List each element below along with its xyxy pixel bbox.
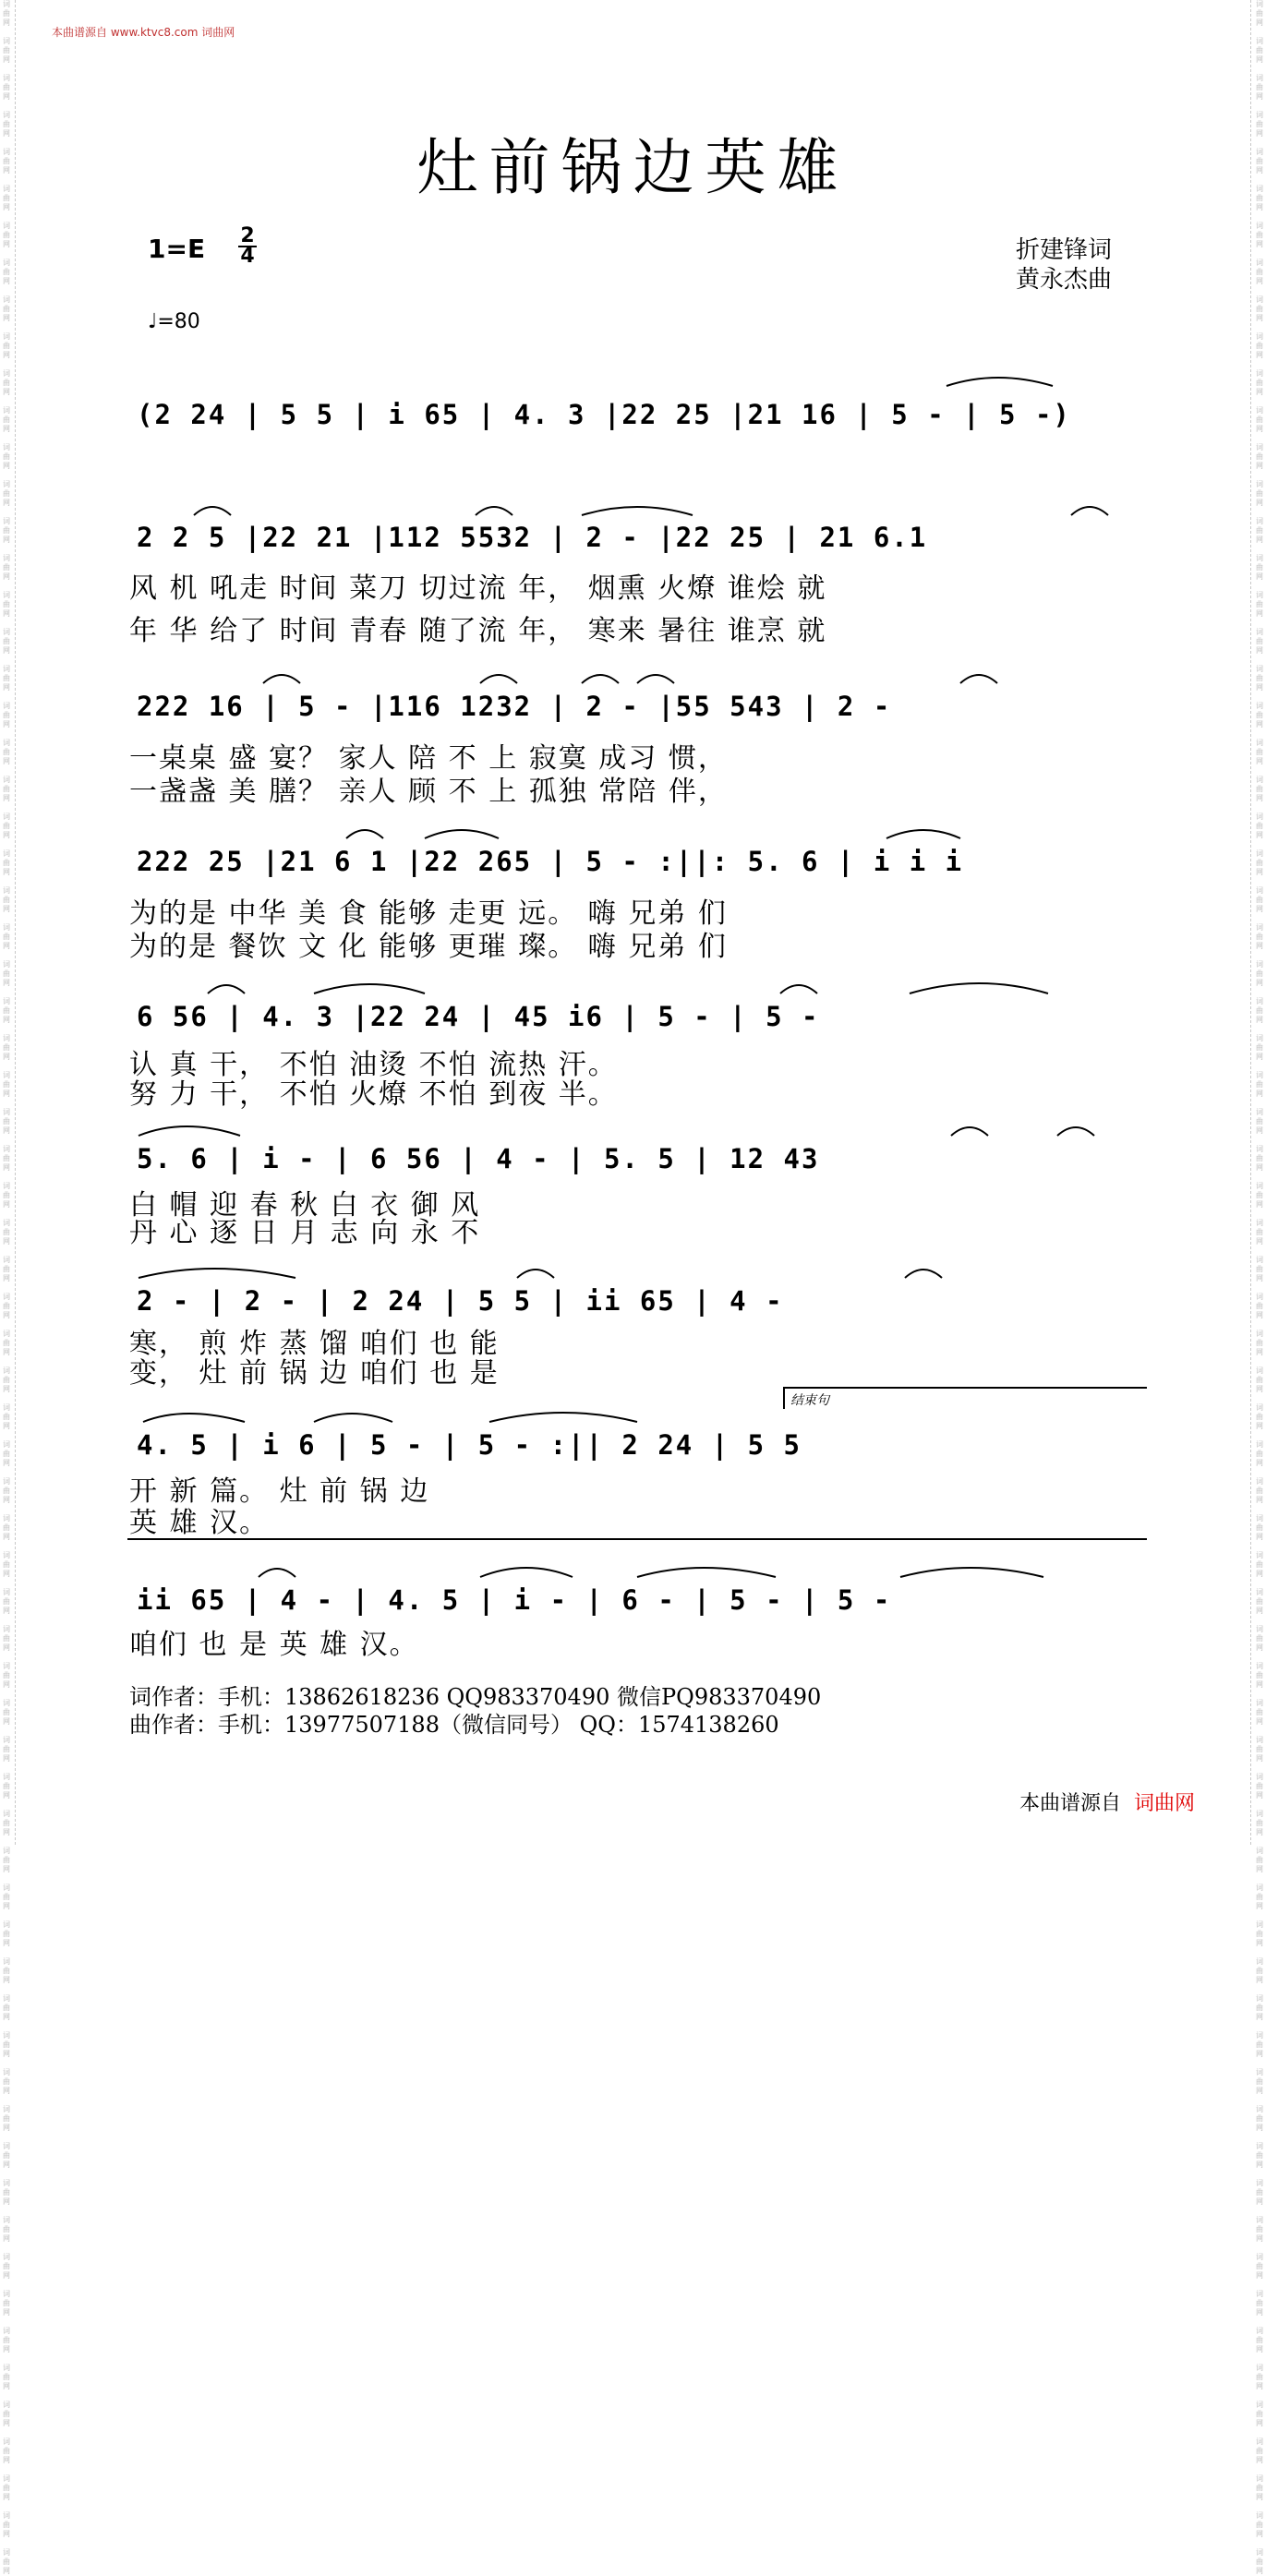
left-edge-watermark: 词 曲 网 词 曲 网 词 曲 网 词 曲 网 词 曲 网 词 曲 网 词 曲 网 词 曲 网 词 曲 网 词 曲 网 词 曲 网 词 曲 网 词 曲 网 词 曲 网 词 曲 网 词 曲 网 词 曲 网 词 曲 网 词 曲 网 词 曲 网 词 曲 网 词 曲 网 词 曲 网 词 曲 网 词 曲 网 词 曲 网 词 曲 网 词 曲 网 词 曲 网 词 曲 网 词 曲 网 词 曲 网 词 曲 网 词 曲 网 词 曲 网 词 曲 网 词 曲 网 词 曲 网 词 曲 网 词 曲 网 词 曲 网 词 曲 网 词 曲 网 词 曲 网 词 曲 网 词 曲 网 词 曲 网 词 曲 网 词 曲 网 词 曲 网 词 曲 网 词 曲 网 词 曲 网 词 曲 网 词 曲 网 词 曲 网 词 曲 网 词 曲 网 词 曲 网 词 曲 网 词 曲 网 词 曲 网 词 曲 网 词 曲 网 词 曲 网 词 曲 网 词 曲 网 词 曲 网 词 曲 网 词 曲 网: [3, 0, 10, 2575]
slur-arc: [910, 983, 1048, 993]
lyric-line-5-verse-1: 白 帽 迎 春 秋 白 衣 御 风: [129, 1189, 481, 1222]
source-watermark-brand: 词曲网: [1134, 1792, 1196, 1815]
lyric-line-4-verse-2: 努 力 干， 不怕 火燎 不怕 到夜 半。: [129, 1078, 618, 1111]
slur-arc: [582, 675, 619, 683]
notation-line-7: 4. 5 | i 6 | 5 - | 5 - :|| 2 24 | 5 5: [137, 1429, 802, 1461]
slur-arc: [194, 507, 231, 515]
time-signature-top: 2: [238, 227, 257, 247]
lyric-line-3-verse-2: 为的是 餐饮 文 化 能够 更璀 璨。 嗨 兄弟 们: [129, 931, 728, 963]
slur-arc: [425, 830, 499, 838]
lyric-line-3-verse-1: 为的是 中华 美 食 能够 走更 远。 嗨 兄弟 们: [129, 897, 728, 930]
notation-line-2: 222 16 | 5 - |116 1232 | 2 - |55 543 | 2 -: [137, 691, 892, 722]
slur-arc: [946, 378, 1053, 386]
slur-arc: [900, 1568, 1043, 1577]
lyric-line-7-verse-1: 开 新 篇。 灶 前 锅 边: [129, 1475, 430, 1508]
slur-arc: [314, 1414, 392, 1422]
footer-lyricist-contact: 词作者：手机：13862618236 QQ983370490 微信PQ983370490: [129, 1684, 822, 1710]
notation-line-intro: (2 24 | 5 5 | i 65 | 4. 3 |22 25 |21 16 | 5 - | 5 -): [137, 399, 1071, 430]
slur-arc: [1071, 507, 1108, 515]
slur-arc: [476, 507, 512, 515]
slur-arc: [780, 985, 817, 993]
composer-credit: 黄永杰曲: [1016, 266, 1113, 294]
notation-line-8: ii 65 | 4 - | 4. 5 | i - | 6 - | 5 - | 5 -: [137, 1584, 892, 1616]
slur-arc: [905, 1270, 942, 1278]
lyric-line-1-verse-1: 风 机 吼走 时间 菜刀 切过流 年， 烟熏 火燎 谁烩 就: [129, 572, 827, 605]
slur-arc: [480, 675, 517, 683]
lyric-line-8-verse-1: 咱们 也 是 英 雄 汉。: [129, 1629, 419, 1661]
slur-arc: [139, 1126, 240, 1136]
slur-arc: [346, 830, 383, 838]
tempo-marking: ♩=80: [148, 310, 200, 333]
slur-arc: [1057, 1127, 1094, 1136]
slur-arc: [259, 1569, 295, 1577]
lyric-line-2-verse-2: 一盏盏 美 膳？ 亲人 顾 不 上 孤独 常陪 伴，: [129, 776, 728, 808]
slur-arc: [886, 830, 960, 838]
source-watermark-label: 本曲谱源自: [1019, 1792, 1122, 1815]
slur-arc: [263, 675, 300, 683]
lyric-line-6-verse-2: 变， 灶 前 锅 边 咱们 也 是: [129, 1357, 500, 1390]
key-signature: 1=E: [148, 234, 206, 264]
slur-arc: [517, 1270, 554, 1278]
lyric-line-7-verse-2: 英 雄 汉。: [129, 1507, 270, 1539]
lyric-line-2-verse-1: 一桌桌 盛 宴？ 家人 陪 不 上 寂寞 成习 惯，: [129, 742, 728, 775]
slur-arc: [489, 1413, 637, 1422]
notation-line-4: 6 56 | 4. 3 |22 24 | 45 i6 | 5 - | 5 -: [137, 1001, 820, 1032]
slur-arc: [139, 1269, 295, 1278]
right-edge-watermark: 词 曲 网 词 曲 网 词 曲 网 词 曲 网 词 曲 网 词 曲 网 词 曲 网 词 曲 网 词 曲 网 词 曲 网 词 曲 网 词 曲 网 词 曲 网 词 曲 网 词 曲 网 词 曲 网 词 曲 网 词 曲 网 词 曲 网 词 曲 网 词 曲 网 词 曲 网 词 曲 网 词 曲 网 词 曲 网 词 曲 网 词 曲 网 词 曲 网 词 曲 网 词 曲 网 词 曲 网 词 曲 网 词 曲 网 词 曲 网 词 曲 网 词 曲 网 词 曲 网 词 曲 网 词 曲 网 词 曲 网 词 曲 网 词 曲 网 词 曲 网 词 曲 网 词 曲 网 词 曲 网 词 曲 网 词 曲 网 词 曲 网 词 曲 网 词 曲 网 词 曲 网 词 曲 网 词 曲 网 词 曲 网 词 曲 网 词 曲 网 词 曲 网 词 曲 网 词 曲 网 词 曲 网 词 曲 网 词 曲 网 词 曲 网 词 曲 网 词 曲 网 词 曲 网 词 曲 网 词 曲 网 词 曲 网: [1256, 0, 1263, 2575]
song-title: 灶前锅边英雄: [416, 132, 850, 203]
lyric-line-5-verse-2: 丹 心 逐 日 月 志 向 永 不: [129, 1217, 481, 1249]
lyric-line-1-verse-2: 年 华 给了 时间 青春 随了流 年， 寒来 暑往 谁烹 就: [129, 615, 827, 647]
slur-arc: [951, 1127, 988, 1136]
lyric-line-6-verse-1: 寒， 煎 炸 蒸 馏 咱们 也 能: [129, 1328, 500, 1360]
slur-arc: [582, 507, 693, 515]
slur-arc: [314, 984, 425, 993]
notation-line-1: 2 2 5 |22 21 |112 5532 | 2 - |22 25 | 21 6.1: [137, 522, 928, 553]
slur-arc: [960, 675, 997, 683]
footer-composer-contact: 曲作者：手机：13977507188（微信同号） QQ：1574138260: [129, 1712, 779, 1738]
notation-line-6: 2 - | 2 - | 2 24 | 5 5 | ii 65 | 4 -: [137, 1285, 784, 1317]
lyricist-credit: 折建锋词: [1016, 236, 1113, 264]
slur-arc: [208, 985, 245, 993]
slur-arc: [637, 1568, 776, 1577]
slur-arc: [143, 1414, 245, 1422]
lyric-line-4-verse-1: 认 真 干， 不怕 油烫 不怕 流热 汗。: [129, 1049, 618, 1081]
source-watermark-top: 本曲谱源自 www.ktvc8.com 词曲网: [52, 26, 235, 39]
source-watermark-bottom: [1019, 1788, 1195, 1816]
time-signature-bottom: 4: [240, 245, 255, 268]
slur-arc: [480, 1568, 573, 1577]
notation-line-5: 5. 6 | i - | 6 56 | 4 - | 5. 5 | 12 43: [137, 1143, 820, 1174]
notation-line-3: 222 25 |21 6 1 |22 265 | 5 - :||: 5. 6 | i i i: [137, 846, 964, 877]
slur-arc: [637, 675, 674, 683]
ending-label: 结束句: [790, 1393, 829, 1408]
